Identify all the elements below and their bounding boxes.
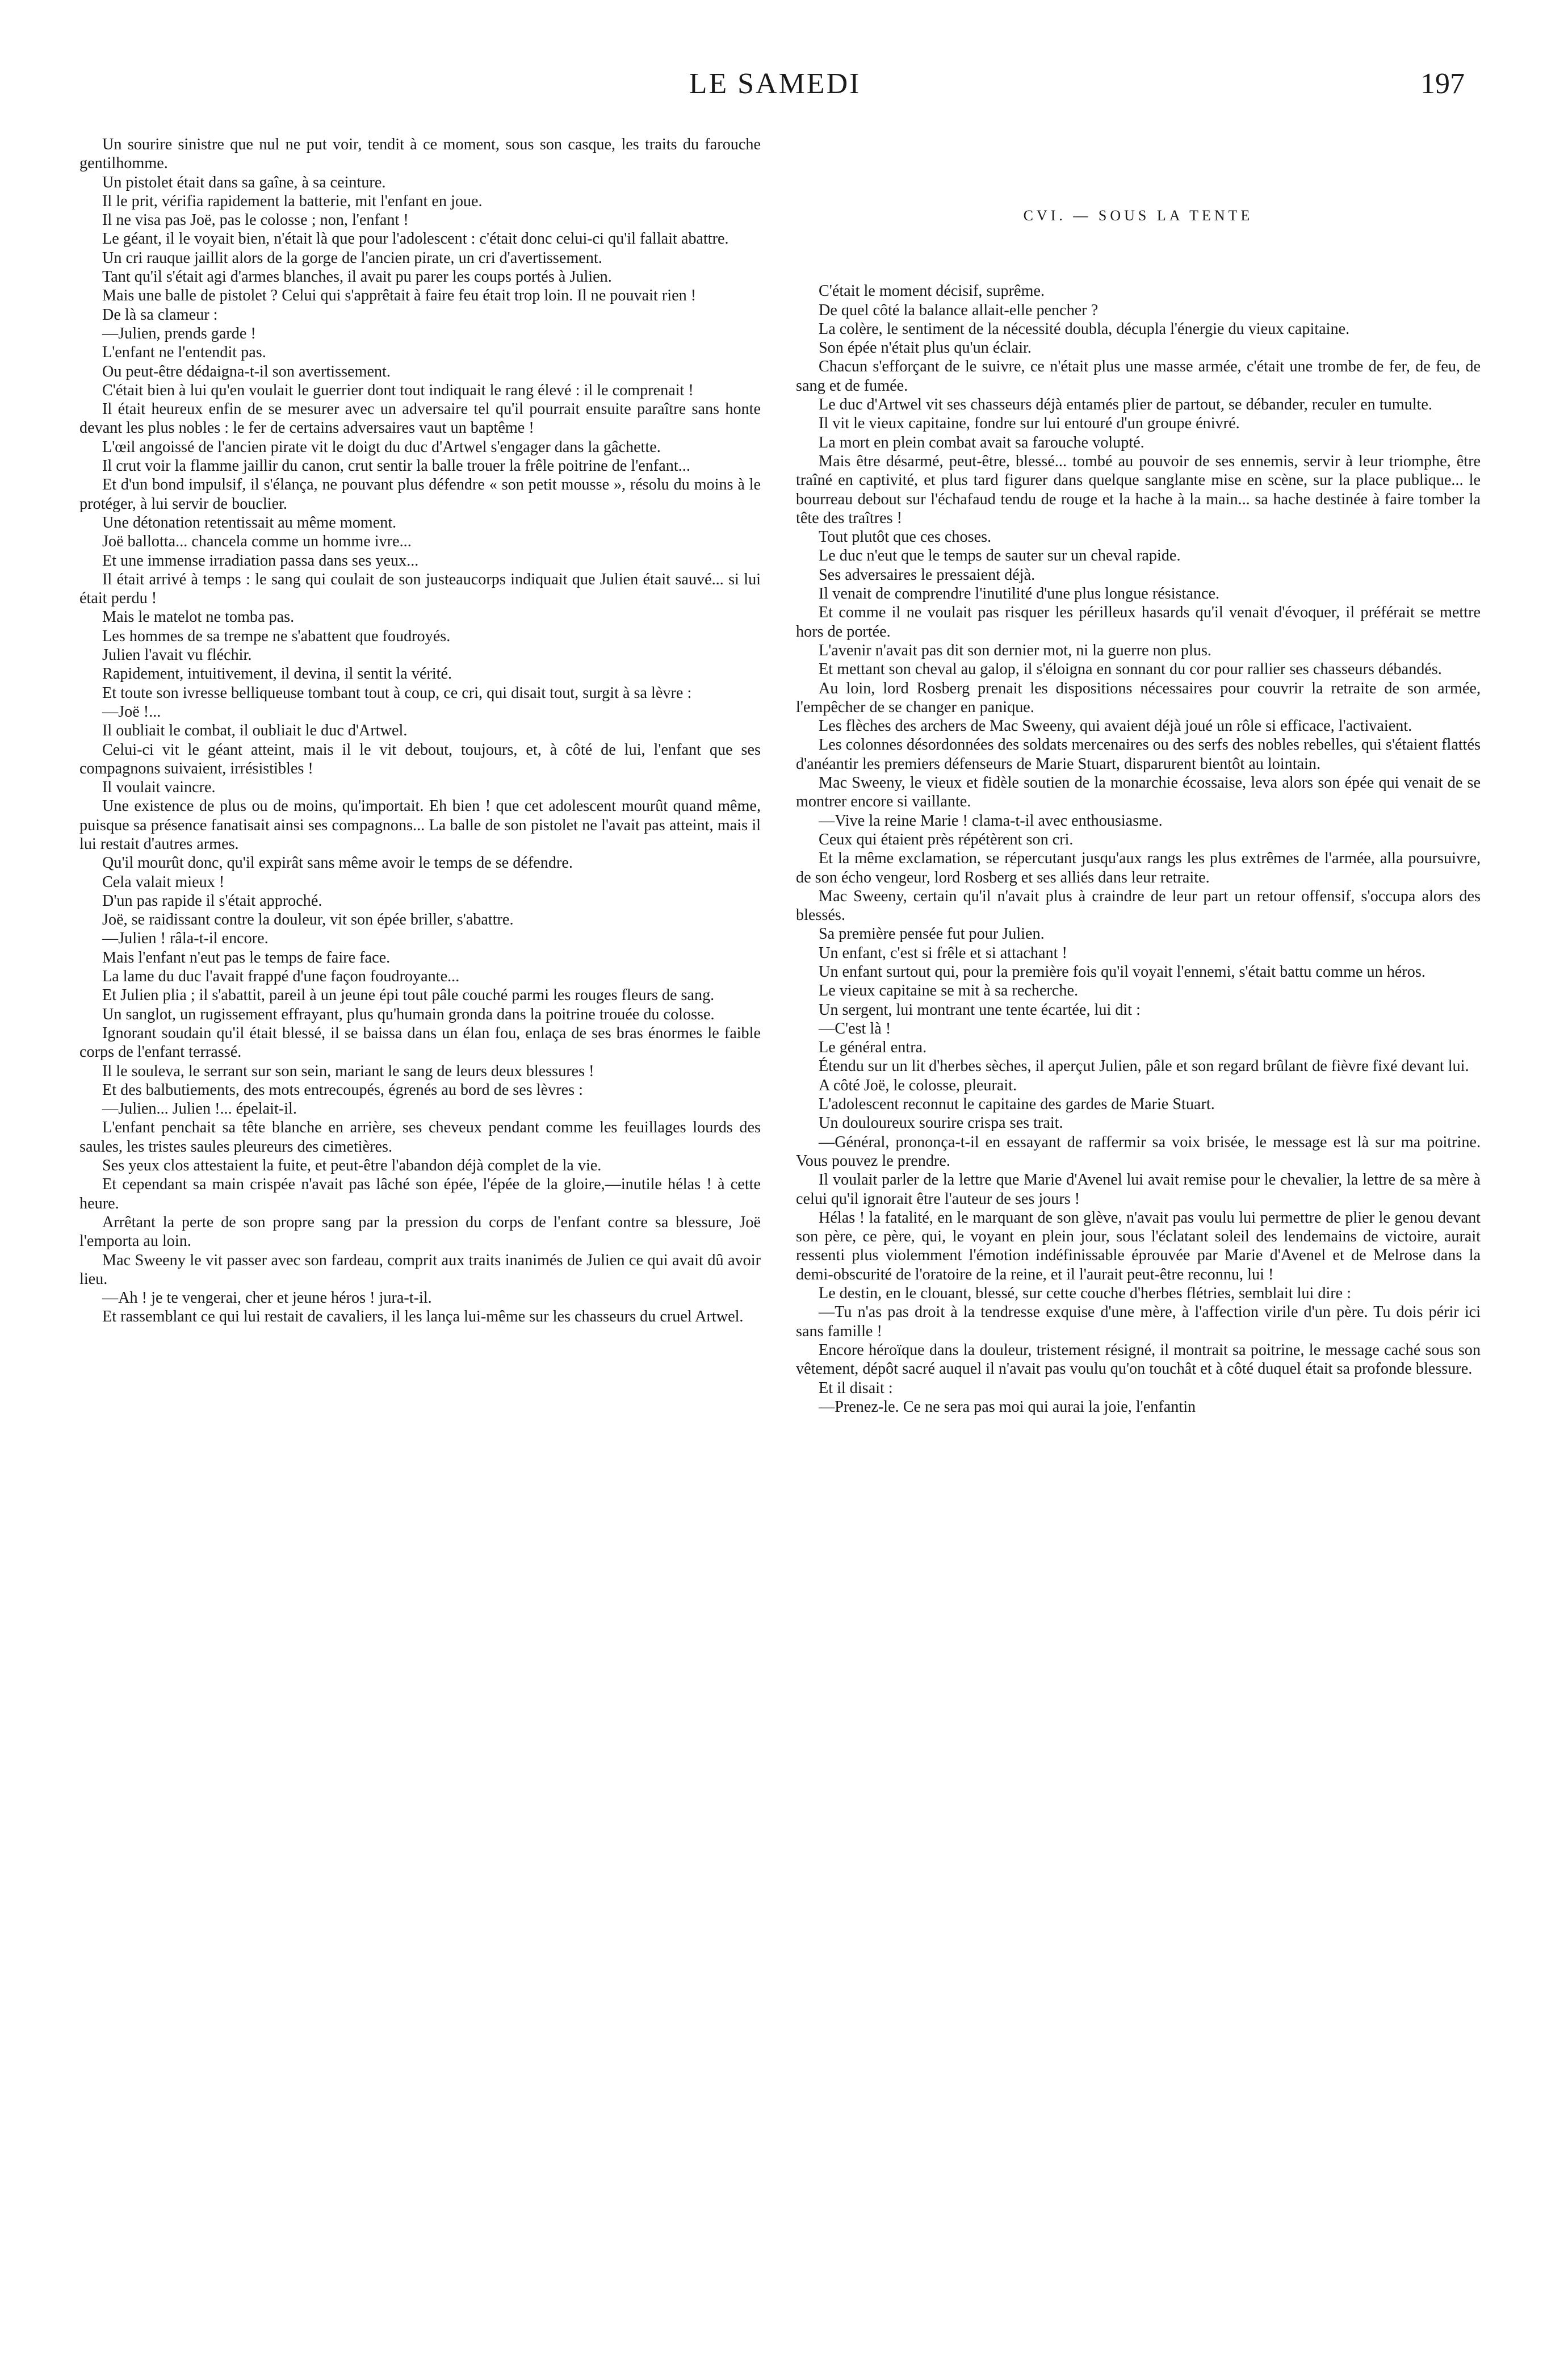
paragraph: —Julien, prends garde ! bbox=[102, 324, 256, 342]
paragraph: —Prenez-le. Ce ne sera pas moi qui aurai la joie, l'enfantin bbox=[819, 1398, 1196, 1416]
paragraph: Ou peut-être dédaigna-t-il son avertissement. bbox=[102, 362, 391, 380]
paragraph: Il était arrivé à temps : le sang qui coulait de son justeaucorps indiquait que Julien était sauvé... si lui était perdu ! bbox=[79, 570, 761, 608]
paragraph: Un enfant surtout qui, pour la première fois qu'il voyait l'ennemi, s'était battu comme un héros. bbox=[819, 963, 1426, 981]
paragraph: Il voulait vaincre. bbox=[102, 779, 216, 797]
paragraph: Étendu sur un lit d'herbes sèches, il aperçut Julien, pâle et son regard brûlant de fièvre fixé devant lui. bbox=[819, 1057, 1469, 1076]
paragraph: Mac Sweeny, certain qu'il n'avait plus à craindre de leur part un retour offensif, s'occupa alors des blessés. bbox=[796, 887, 1481, 925]
paragraph: Il était heureux enfin de se mesurer avec un adversaire tel qu'il pourrait ensuite paraître sans honte devant les plus nobles : le fer de certains adversaires vaut un baptême ! bbox=[79, 400, 761, 437]
paragraph: Un enfant, c'est si frêle et si attachant ! bbox=[819, 944, 1067, 962]
paragraph: L'adolescent reconnut le capitaine des gardes de Marie Stuart. bbox=[819, 1095, 1215, 1114]
paragraph: Et des balbutiements, des mots entrecoupés, égrenés au bord de ses lèvres : bbox=[102, 1081, 583, 1099]
paragraph: L'avenir n'avait pas dit son dernier mot, ni la guerre non plus. bbox=[819, 641, 1211, 659]
paragraph: D'un pas rapide il s'était approché. bbox=[102, 892, 322, 910]
paragraph: Mais être désarmé, peut-être, blessé... tombé au pouvoir de ses ennemis, servir à leur triomphe, être traîné en captivité, et plus tard figurer dans quelque sanglante mise en scène, sur la place publique... le bourreau debout sur l'échafaud tendu de rouge et la hache à la main... sa hache destinée à faire tomber la tête des traîtres ! bbox=[796, 452, 1481, 527]
paragraph: —Julien... Julien !... épelait-il. bbox=[102, 1100, 297, 1118]
paragraph: Un sergent, lui montrant une tente écartée, lui dit : bbox=[819, 1001, 1141, 1019]
paragraph: Mais l'enfant n'eut pas le temps de faire face. bbox=[102, 948, 391, 967]
paragraph: —Tu n'as pas droit à la tendresse exquise d'une mère, à l'affection virile d'un père. Tu dois périr ici sans famille ! bbox=[796, 1303, 1481, 1340]
paragraph: —Vive la reine Marie ! clama-t-il avec enthousiasme. bbox=[819, 811, 1163, 830]
paragraph: Ses adversaires le pressaient déjà. bbox=[819, 566, 1035, 584]
paragraph: Son épée n'était plus qu'un éclair. bbox=[819, 339, 1032, 357]
paragraph: La colère, le sentiment de la nécessité doubla, décupla l'énergie du vieux capitaine. bbox=[819, 320, 1350, 338]
paragraph: Rapidement, intuitivement, il devina, il sentit la vérité. bbox=[102, 665, 452, 683]
paragraph: Un cri rauque jaillit alors de la gorge de l'ancien pirate, un cri d'avertissement. bbox=[102, 249, 602, 267]
paragraph: Et toute son ivresse belliqueuse tombant tout à coup, ce cri, qui disait tout, surgit à sa lèvre : bbox=[102, 684, 692, 702]
paragraph: Ignorant soudain qu'il était blessé, il se baissa dans un élan fou, enlaça de ses bras énormes le faible corps de l'enfant terrassé. bbox=[79, 1024, 761, 1061]
paragraph: Et d'un bond impulsif, il s'élança, ne pouvant plus défendre « son petit mousse », résolu du moins à le protéger, à lui servir de bouclier. bbox=[79, 476, 761, 513]
paragraph: Et rassemblant ce qui lui restait de cavaliers, il les lança lui-même sur les chasseurs du cruel Artwel. bbox=[102, 1308, 744, 1326]
paragraph: Joë ballotta... chancela comme un homme ivre... bbox=[102, 533, 412, 551]
journal-title: LE SAMEDI bbox=[689, 68, 861, 100]
page-number: 197 bbox=[1420, 68, 1465, 100]
paragraph: Ceux qui étaient près répétèrent son cri. bbox=[819, 830, 1074, 848]
paragraph: Il voulait parler de la lettre que Marie d'Avenel lui avait remise pour le chevalier, la lettre de sa mère à celui qu'il ignorait être l'auteur de ses jours ! bbox=[796, 1171, 1481, 1208]
paragraph: Et il disait : bbox=[819, 1379, 893, 1397]
paragraph: Il venait de comprendre l'inutilité d'une plus longue résistance. bbox=[819, 585, 1220, 603]
paragraph: Le général entra. bbox=[819, 1039, 927, 1057]
paragraph: —Général, prononça-t-il en essayant de raffermir sa voix brisée, le message est là sur ma poitrine. Vous pouvez le prendre. bbox=[796, 1133, 1481, 1170]
paragraph: Il oubliait le combat, il oubliait le duc d'Artwel. bbox=[102, 722, 408, 740]
paragraph: Les colonnes désordonnées des soldats mercenaires ou des serfs des nobles rebelles, qui s'étaient flattés d'anéantir les premiers défenseurs de Marie Stuart, disparurent bientôt au lointain. bbox=[796, 736, 1481, 773]
paragraph: Et une immense irradiation passa dans ses yeux... bbox=[102, 551, 419, 570]
paragraph: Mac Sweeny le vit passer avec son fardeau, comprit aux traits inanimés de Julien ce qui avait dû avoir lieu. bbox=[79, 1251, 761, 1288]
paragraph: —Joë !... bbox=[102, 702, 161, 721]
paragraph: Hélas ! la fatalité, en le marquant de son glève, n'avait pas voulu lui permettre de plier le genou devant son père, ce père, qui, le voyant en plein jour, sous l'éclatant soleil des lendemains de victoire, aurait ressenti plus violemment l'émotion indéfinissable éprouvée par Marie d'Avenel et de Melrose dans la demi-obscurité de l'oratoire de la reine, et il l'aurait peut-être reconnu, lui ! bbox=[796, 1208, 1481, 1283]
left-column bbox=[79, 135, 761, 1327]
paragraph: Un sanglot, un rugissement effrayant, plus qu'humain gronda dans la poitrine trouée du colosse. bbox=[102, 1005, 715, 1023]
paragraph: Il le souleva, le serrant sur son sein, mariant le sang de leurs deux blessures ! bbox=[102, 1062, 594, 1080]
paragraph: Un douloureux sourire crispa ses trait. bbox=[819, 1114, 1063, 1132]
paragraph: Il ne visa pas Joë, pas le colosse ; non, l'enfant ! bbox=[102, 211, 409, 229]
paragraph: Le duc d'Artwel vit ses chasseurs déjà entamés plier de partout, se débander, reculer en tumulte. bbox=[819, 396, 1432, 414]
paragraph: Il le prit, vérifia rapidement la batterie, mit l'enfant en joue. bbox=[102, 192, 483, 210]
paragraph: Au loin, lord Rosberg prenait les dispositions nécessaires pour couvrir la retraite de son armée, l'empêcher de se changer en panique. bbox=[796, 679, 1481, 716]
paragraph: Celui-ci vit le géant atteint, mais il le vit debout, toujours, et, à côté de lui, l'enfant que ses compagnons suivaient, irrésistibles ! bbox=[79, 741, 761, 777]
paragraph: A côté Joë, le colosse, pleurait. bbox=[819, 1076, 1017, 1094]
paragraph: Mais le matelot ne tomba pas. bbox=[102, 608, 295, 626]
paragraph: Un pistolet était dans sa gaîne, à sa ceinture. bbox=[102, 173, 386, 191]
paragraph: Un sourire sinistre que nul ne put voir, tendit à ce moment, sous son casque, les traits du farouche gentilhomme. bbox=[79, 136, 761, 173]
paragraph: Arrêtant la perte de son propre sang par la pression du corps de l'enfant contre sa blessure, Joë l'emporta au loin. bbox=[79, 1213, 761, 1250]
paragraph: Le vieux capitaine se mit à sa recherche. bbox=[819, 982, 1079, 1000]
paragraph: Le destin, en le clouant, blessé, sur cette couche d'herbes flétries, semblait lui dire : bbox=[819, 1285, 1352, 1303]
paragraph: Il vit le vieux capitaine, fondre sur lui entouré d'un groupe énivré. bbox=[819, 415, 1240, 433]
paragraph: L'enfant ne l'entendit pas. bbox=[102, 344, 266, 362]
paragraph: C'était le moment décisif, suprême. bbox=[819, 282, 1045, 300]
paragraph: —Ah ! je te vengerai, cher et jeune héros ! jura-t-il. bbox=[102, 1289, 432, 1307]
paragraph: Encore héroïque dans la douleur, tristement résigné, il montrait sa poitrine, le message caché sous son vêtement, dépôt sacré auquel il n'avait pas voulu qu'on touchât et à côté duquel était sa profonde blessure. bbox=[796, 1341, 1481, 1378]
paragraph: Et cependant sa main crispée n'avait pas lâché son épée, l'épée de la gloire,—inutile hélas ! à cette heure. bbox=[79, 1176, 761, 1212]
paragraph: Tout plutôt que ces choses. bbox=[819, 528, 992, 546]
paragraph: Les flèches des archers de Mac Sweeny, qui avaient déjà joué un rôle si efficace, l'activaient. bbox=[819, 717, 1412, 735]
paragraph: Une existence de plus ou de moins, qu'importait. Eh bien ! que cet adolescent mourût quand même, puisque sa présence fanatisait ainsi ses compagnons... La balle de son pistolet ne l'avait pas atteint, mais il lui restait d'autres armes. bbox=[79, 797, 761, 853]
paragraph: Sa première pensée fut pour Julien. bbox=[819, 925, 1045, 943]
paragraph: Julien l'avait vu fléchir. bbox=[102, 646, 252, 664]
paragraph: Et Julien plia ; il s'abattit, pareil à un jeune épi tout pâle couché parmi les rouges fleurs de sang. bbox=[102, 986, 715, 1005]
paragraph: Une détonation retentissait au même moment. bbox=[102, 513, 397, 532]
right-column bbox=[796, 135, 1481, 1416]
paragraph: De quel côté la balance allait-elle pencher ? bbox=[819, 301, 1099, 319]
paragraph: Et mettant son cheval au galop, il s'éloigna en sonnant du cor pour rallier ses chasseurs débandés. bbox=[819, 660, 1442, 679]
paragraph: —C'est là ! bbox=[819, 1019, 891, 1038]
paragraph: Le géant, il le voyait bien, n'était là que pour l'adolescent : c'était donc celui-ci qu'il fallait abattre. bbox=[102, 230, 729, 248]
paragraph: Cela valait mieux ! bbox=[102, 873, 225, 891]
paragraph: Tant qu'il s'était agi d'armes blanches, il avait pu parer les coups portés à Julien. bbox=[102, 268, 612, 286]
paragraph: Et comme il ne voulait pas risquer les périlleux hasards qu'il venait d'évoquer, il préférait se mettre hors de portée. bbox=[796, 604, 1481, 641]
paragraph: Qu'il mourût donc, qu'il expirât sans même avoir le temps de se défendre. bbox=[102, 854, 573, 872]
paragraph: Mais une balle de pistolet ? Celui qui s'apprêtait à faire feu était trop loin. Il ne pouvait rien ! bbox=[102, 287, 697, 305]
paragraph: La mort en plein combat avait sa farouche volupté. bbox=[819, 433, 1144, 451]
paragraph: —Julien ! râla-t-il encore. bbox=[102, 930, 269, 948]
paragraph: Mac Sweeny, le vieux et fidèle soutien de la monarchie écossaise, leva alors son épée qui venait de se montrer encore si vaillante. bbox=[796, 774, 1481, 811]
paragraph: La lame du duc l'avait frappé d'une façon foudroyante... bbox=[102, 968, 460, 986]
paragraph: L'œil angoissé de l'ancien pirate vit le doigt du duc d'Artwel s'engager dans la gâchette. bbox=[102, 438, 661, 456]
paragraph: Les hommes de sa trempe ne s'abattent que foudroyés. bbox=[102, 627, 451, 645]
paragraph: C'était bien à lui qu'en voulait le guerrier dont tout indiquait le rang élevé : il le comprenait ! bbox=[102, 381, 694, 399]
paragraph: Le duc n'eut que le temps de sauter sur un cheval rapide. bbox=[819, 547, 1181, 565]
section-heading: CVI. — SOUS LA TENTE bbox=[1023, 207, 1253, 224]
paragraph: Joë, se raidissant contre la douleur, vit son épée briller, s'abattre. bbox=[102, 911, 514, 929]
page-header bbox=[85, 67, 1465, 112]
paragraph: Il crut voir la flamme jaillir du canon, crut sentir la balle trouer la frêle poitrine de l'enfant... bbox=[102, 457, 690, 475]
paragraph: Ses yeux clos attestaient la fuite, et peut-être l'abandon déjà complet de la vie. bbox=[102, 1157, 602, 1175]
paragraph: Chacun s'efforçant de le suivre, ce n'était plus une masse armée, c'était une trombe de fer, de feu, de sang et de fumée. bbox=[796, 358, 1481, 395]
paragraph: De là sa clameur : bbox=[102, 306, 218, 324]
paragraph: Et la même exclamation, se répercutant jusqu'aux rangs les plus extrêmes de l'armée, alla poursuivre, de son écho vengeur, lord Rosberg et ses alliés dans leur retraite. bbox=[796, 850, 1481, 886]
paragraph: L'enfant penchait sa tête blanche en arrière, ses cheveux pendant comme les feuillages lourds des saules, les tristes saules pleureurs des cimetières. bbox=[79, 1119, 761, 1156]
